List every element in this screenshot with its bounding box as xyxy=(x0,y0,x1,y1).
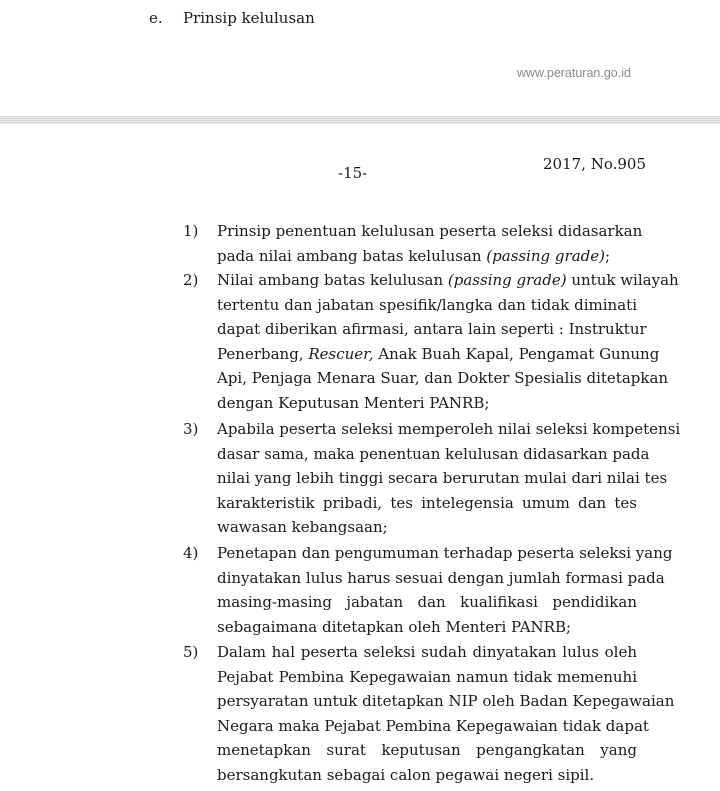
text-line xyxy=(217,763,637,788)
text-line xyxy=(217,317,647,342)
text-line xyxy=(217,342,660,367)
text-segment: Nilai ambang batas kelulusan xyxy=(217,271,448,289)
text-line xyxy=(217,466,668,491)
text-segment: ; xyxy=(604,246,611,265)
text-line xyxy=(217,689,675,714)
text-segment: dasar sama, maka penentuan kelulusan didasarkan pada xyxy=(217,444,650,463)
text-segment: Prinsip penentuan kelulusan peserta seleksi didasarkan xyxy=(217,222,643,240)
list-item-text xyxy=(217,541,673,639)
text-line xyxy=(217,442,650,467)
list-item-number: 4) xyxy=(183,544,199,562)
list-item-text xyxy=(217,268,679,415)
text-line xyxy=(217,590,637,615)
list-item-number: 3) xyxy=(183,420,199,438)
list-item-text xyxy=(217,417,681,540)
text-segment: bersangkutan sebagai calon pegawai negeri sipil. xyxy=(217,765,595,784)
text-segment: Pejabat Pembina Kepegawaian namun tidak memenuhi xyxy=(217,667,637,686)
text-line xyxy=(217,640,637,665)
watermark-url: www.peraturan.go.id xyxy=(517,66,631,80)
text-segment: menetapkan surat keputusan pengangkatan yang xyxy=(217,741,637,759)
text-line xyxy=(217,219,643,244)
text-line xyxy=(217,268,679,293)
section-title: Prinsip kelulusan xyxy=(183,9,315,27)
text-segment: Anak Buah Kapal, Pengamat Gunung xyxy=(373,344,660,363)
text-segment: Api, Penjaga Menara Suar, dan Dokter Spesialis ditetapkan xyxy=(217,369,669,387)
text-segment: masing-masing jabatan dan kualifikasi pendidikan xyxy=(217,593,637,611)
text-segment: wawasan kebangsaan; xyxy=(217,518,388,536)
text-segment: dengan Keputusan Menteri PANRB; xyxy=(217,393,490,412)
text-line xyxy=(217,714,649,739)
text-segment: sebagaimana ditetapkan oleh Menteri PANRB; xyxy=(217,617,572,636)
text-segment: karakteristik pribadi, tes intelegensia umum dan tes xyxy=(217,493,637,512)
list-item-number: 5) xyxy=(183,643,199,661)
list-item-text xyxy=(217,640,675,787)
text-line xyxy=(217,491,637,516)
document-reference: 2017, No.905 xyxy=(543,155,647,173)
text-line xyxy=(217,293,637,318)
text-line xyxy=(217,244,637,269)
text-segment: nilai yang lebih tinggi secara berurutan mulai dari nilai tes xyxy=(217,469,668,487)
text-segment: tertentu dan jabatan spesifik/langka dan tidak diminati xyxy=(217,295,637,314)
text-segment: Negara maka Pejabat Pembina Kepegawaian tidak dapat xyxy=(217,716,649,735)
page-number: -15- xyxy=(338,164,368,182)
text-line xyxy=(217,566,665,591)
text-segment: Penetapan dan pengumuman terhadap peserta seleksi yang xyxy=(217,544,673,562)
list-item-text xyxy=(217,219,643,268)
text-segment: Penerbang, xyxy=(217,344,309,363)
text-line xyxy=(217,541,673,566)
text-segment: pada nilai ambang batas kelulusan xyxy=(217,246,487,265)
text-line xyxy=(217,417,681,442)
text-segment: untuk wilayah xyxy=(566,271,679,289)
italic-term: (passing grade) xyxy=(486,246,605,265)
text-segment: dapat diberikan afirmasi, antara lain seperti : Instruktur xyxy=(217,320,647,338)
text-line xyxy=(217,391,637,416)
section-letter: e. xyxy=(149,9,163,27)
list-item-number: 2) xyxy=(183,271,199,289)
text-line xyxy=(217,615,637,640)
text-segment: persyaratan untuk ditetapkan NIP oleh Badan Kepegawaian xyxy=(217,692,675,710)
text-line xyxy=(217,665,637,690)
list-item-number: 1) xyxy=(183,222,199,240)
text-line xyxy=(217,515,637,540)
text-line xyxy=(217,366,669,391)
upper-page xyxy=(0,0,720,116)
text-segment: Apabila peserta seleksi memperoleh nilai seleksi kompetensi xyxy=(217,420,681,438)
text-segment: Dalam hal peserta seleksi sudah dinyatakan lulus oleh xyxy=(217,643,637,661)
page-separator xyxy=(0,116,720,124)
italic-term: (passing grade) xyxy=(447,271,567,289)
italic-term: Rescuer, xyxy=(308,344,374,363)
text-line xyxy=(217,738,637,763)
text-segment: dinyatakan lulus harus sesuai dengan jumlah formasi pada xyxy=(217,568,665,587)
